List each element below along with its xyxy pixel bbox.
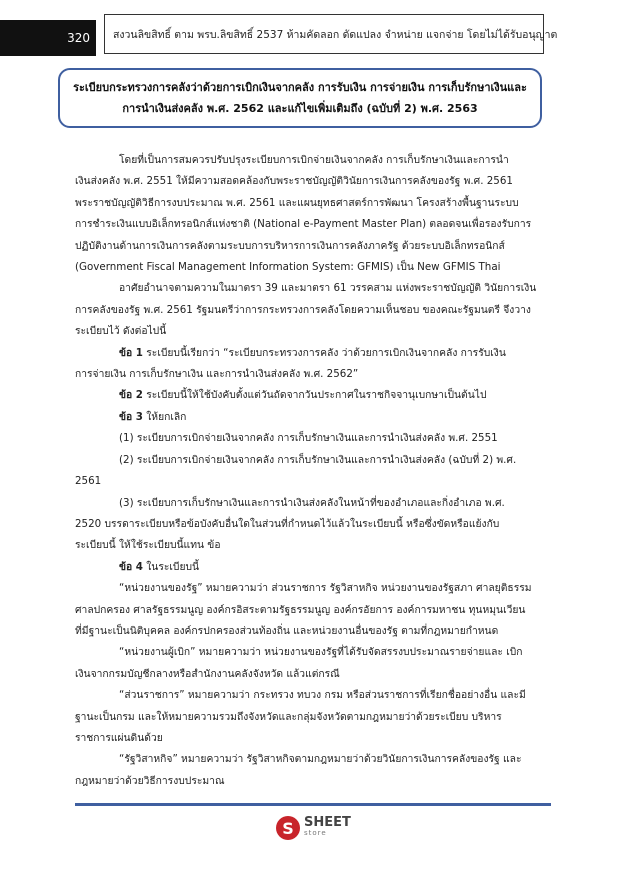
- clause-1: [75, 343, 555, 364]
- clause-4-text: ในระเบียบนี้: [142, 560, 200, 573]
- page-number: 320: [67, 31, 90, 45]
- clause-2-label: ข้อ 2: [119, 389, 143, 402]
- clause-1-label: ข้อ 1: [119, 346, 143, 359]
- definition-line: “ส่วนราชการ” หมายความว่า กระทรวง ทบวง กรม หรือส่วนราชการที่เรียกชื่ออย่างอื่น และมี: [119, 689, 526, 702]
- definition-line: “หน่วยงานผู้เบิก” หมายความว่า หน่วยงานของรัฐที่ได้รับจัดสรรงบประมาณรายจ่ายและ เบิก: [119, 646, 523, 659]
- clause-3-item: (3) ระเบียบการเก็บรักษาเงินและการนำเงินส่งคลังในหน้าที่ของอำเภอและกิ่งอำเภอ พ.ศ.: [119, 496, 505, 509]
- clause-3-item: (2) ระเบียบการเบิกจ่ายเงินจากคลัง การเก็บรักษาเงินและการนำเงินส่งคลัง (ฉบับที่ 2) พ.ศ.: [119, 453, 517, 466]
- clause-4-label: ข้อ 4: [119, 560, 143, 573]
- definition-line: ราชการแผ่นดินด้วย: [75, 731, 163, 744]
- clause-2: [75, 385, 555, 406]
- definition-line: ศาลปกครอง ศาลรัฐธรรมนูญ องค์กรอิสระตามรัฐธรรมนูญ องค์กรอัยการ องค์การมหาชน ทุนหมุนเวียน: [75, 603, 526, 616]
- definition-line: ฐานะเป็นกรม และให้หมายความรวมถึงจังหวัดและกลุ่มจังหวัดตามกฎหมายว่าด้วยระเบียบ บริหาร: [75, 710, 502, 723]
- footer-rule: [75, 803, 551, 806]
- sheet-logo-icon: S: [276, 816, 300, 840]
- page-number-tab: [0, 20, 96, 56]
- clause-3: [75, 407, 555, 428]
- definition-line: “รัฐวิสาหกิจ” หมายความว่า รัฐวิสาหกิจตามกฎหมายว่าด้วยวินัยการเงินการคลังของรัฐ และ: [119, 753, 522, 766]
- clause-3-label: ข้อ 3: [119, 410, 143, 423]
- clause-2-text: ระเบียบนี้ให้ใช้บังคับตั้งแต่วันถัดจากวันประกาศในราชกิจจานุเบกษาเป็นต้นไป: [142, 389, 487, 402]
- clause-3-item: (1) ระเบียบการเบิกจ่ายเงินจากคลัง การเก็บรักษาเงินและการนำเงินส่งคลัง พ.ศ. 2551: [119, 432, 498, 445]
- authority-line: อาศัยอำนาจตามความในมาตรา 39 และมาตรา 61 วรรคสาม แห่งพระราชบัญญัติ วินัยการเงิน: [119, 282, 537, 295]
- clause-4: [75, 557, 555, 578]
- preamble-line: ปฏิบัติงานด้านการเงินการคลังตามระบบการบริหารการเงินการคลังภาครัฐ ด้วยระบบอิเล็กทรอนิกส์: [75, 239, 505, 252]
- preamble-line: พระราชบัญญัติวิธีการงบประมาณ พ.ศ. 2561 และแผนยุทธศาสตร์การพัฒนา โครงสร้างพื้นฐานระบบ: [75, 196, 519, 209]
- preamble-line: เงินส่งคลัง พ.ศ. 2551 ให้มีความสอดคล้องกับพระราชบัญญัติวินัยการเงินการคลังของรัฐ พ.ศ. 2561: [75, 175, 513, 188]
- clause-1-text: ระเบียบนี้เรียกว่า “ระเบียบกระทรวงการคลัง ว่าด้วยการเบิกเงินจากคลัง การรับเงิน: [142, 346, 506, 359]
- logo-sub: store: [304, 829, 327, 837]
- preamble-line: การชำระเงินแบบอิเล็กทรอนิกส์แห่งชาติ (National e-Payment Master Plan) ตลอดจนเพื่อรองรับการ: [75, 218, 532, 231]
- definition-line: ที่มีฐานะเป็นนิติบุคคล องค์กรปกครองส่วนท้องถิ่น และหน่วยงานอื่นของรัฐ ตามที่กฎหมายกำหนด: [75, 624, 499, 637]
- title-line-2: การนำเงินส่งคลัง พ.ศ. 2562 และแก้ไขเพิ่มเติมถึง (ฉบับที่ 2) พ.ศ. 2563: [122, 102, 478, 115]
- definition-line: เงินจากกรมบัญชีกลางหรือสำนักงานคลังจังหวัด แล้วแต่กรณี: [75, 667, 340, 680]
- clause-3-item-cont: ระเบียบนี้ ให้ใช้ระเบียบนี้แทน ข้อ: [75, 539, 221, 552]
- document-body: [75, 150, 555, 792]
- document-title-box: [58, 68, 542, 128]
- logo-text: [304, 817, 351, 839]
- running-header: [104, 14, 558, 54]
- authority-line: ระเบียบไว้ ดังต่อไปนี้: [75, 325, 167, 338]
- preamble-line: (Government Fiscal Management Information System: GFMIS) เป็น New GFMIS Thai: [75, 261, 501, 274]
- clause-3-item-cont: 2520 บรรดาระเบียบหรือข้อบังคับอื่นใดในส่วนที่กำหนดไว้แล้วในระเบียบนี้ หรือซึ่งขัดหรือแย้งกับ: [75, 517, 500, 530]
- definition-line: กฎหมายว่าด้วยวิธีการงบประมาณ: [75, 774, 225, 787]
- clause-3-item-cont: 2561: [75, 475, 102, 488]
- clause-1-cont: การจ่ายเงิน การเก็บรักษาเงิน และการนำเงินส่งคลัง พ.ศ. 2562”: [75, 368, 359, 381]
- title-line-1: ระเบียบกระทรวงการคลังว่าด้วยการเบิกเงินจากคลัง การรับเงิน การจ่ายเงิน การเก็บรักษาเงินและ: [73, 81, 527, 94]
- running-title: สงวนลิขสิทธิ์ ตาม พรบ.ลิขสิทธิ์ 2537 ห้ามคัดลอก ดัดแปลง จำหน่าย แจกจ่าย โดยไม่ได้รับอนุญาต: [113, 28, 558, 41]
- preamble-line: โดยที่เป็นการสมควรปรับปรุงระเบียบการเบิกจ่ายเงินจากคลัง การเก็บรักษาเงินและการนำ: [119, 154, 509, 166]
- logo-word: SHEET: [304, 815, 351, 830]
- authority-line: การคลังของรัฐ พ.ศ. 2561 รัฐมนตรีว่าการกระทรวงการคลังโดยความเห็นชอบ ของคณะรัฐมนตรี จึงวาง: [75, 303, 531, 316]
- definition-line: “หน่วยงานของรัฐ” หมายความว่า ส่วนราชการ รัฐวิสาหกิจ หน่วยงานของรัฐสภา ศาลยุติธรรม: [119, 582, 532, 595]
- clause-3-text: ให้ยกเลิก: [142, 410, 187, 423]
- sheet-store-logo: [276, 814, 351, 842]
